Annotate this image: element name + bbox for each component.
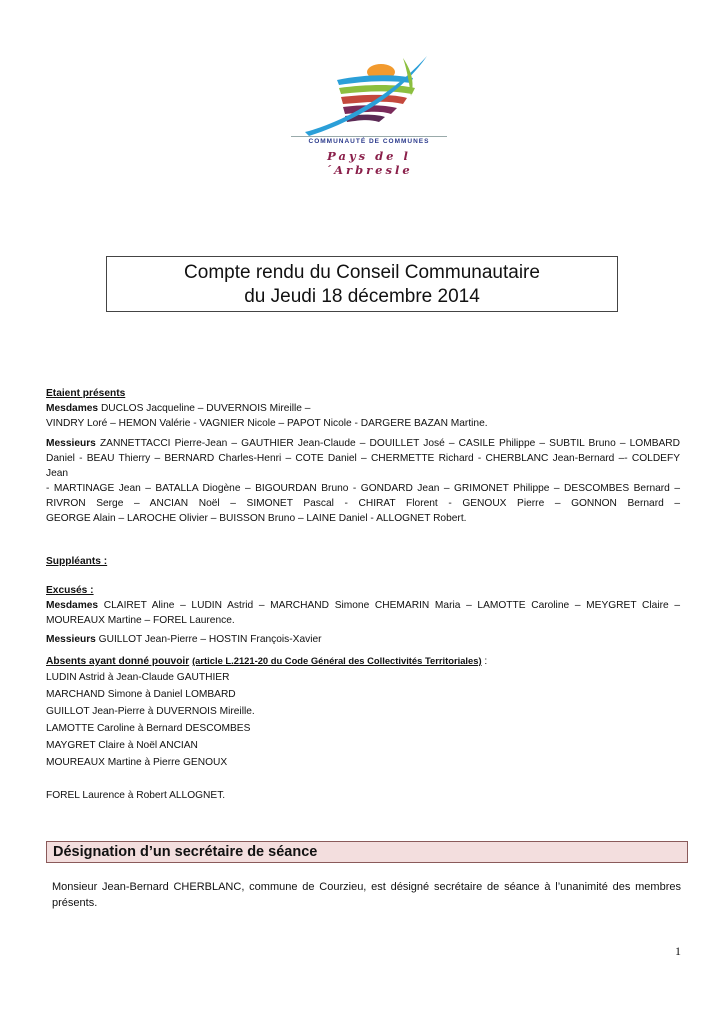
excuses-mesdames-names: CLAIRET Aline – LUDIN Astrid – MARCHAND Simone CHEMARIN Maria – LAMOTTE Caroline – MEYGRET Claire – xyxy=(98,600,680,611)
proxy-item: MOUREAUX Martine à Pierre GENOUX xyxy=(46,757,228,768)
pouvoirs-heading-ref: (article L.2121-20 du Code Général des Collectivités Territoriales) xyxy=(192,655,482,666)
document-title-line2: du Jeudi 18 décembre 2014 xyxy=(244,286,480,307)
proxy-item: LUDIN Astrid à Jean-Claude GAUTHIER xyxy=(46,672,230,683)
designation-heading-box xyxy=(46,841,688,863)
presents-messieurs-line2: Daniel - BEAU Thierry – BERNARD Charles-Henri – COTE Daniel – CHERMETTE Richard - CHERBLANC Jean-Bernard –- COLDEFY Jean xyxy=(46,453,680,479)
pouvoirs-heading xyxy=(46,653,680,669)
pays-arbresle-logo xyxy=(285,52,453,177)
logo-subtitle: COMMUNAUTÉ DE COMMUNES xyxy=(308,138,430,145)
designation-heading: Désignation d’un secrétaire de séance xyxy=(53,844,318,860)
suppleants-heading: Suppléants : xyxy=(46,556,108,567)
document-title-box xyxy=(106,256,618,312)
presents-mesdames-line2: VINDRY Loré – HEMON Valérie - VAGNIER Nicole – PAPOT Nicole - DARGERE BAZAN Martine. xyxy=(46,418,488,429)
mesdames-names: DUCLOS Jacqueline – DUVERNOIS Mireille – xyxy=(98,403,311,414)
attendance-section xyxy=(46,386,680,804)
presents-messieurs-line3: - MARTINAGE Jean – BATALLA Diogène – BIGOURDAN Bruno - GONDARD Jean – GRIMONET Philippe – DESCOMBES Bernard – xyxy=(46,483,680,494)
logo-name: Pays de l´Arbresle xyxy=(325,149,413,177)
logo-emblem xyxy=(285,52,453,136)
proxy-item: MARCHAND Simone à Daniel LOMBARD xyxy=(46,689,236,700)
document-title-line1: Compte rendu du Conseil Communautaire xyxy=(184,262,540,283)
excuses-heading: Excusés : xyxy=(46,585,94,596)
excuses-mesdames-label: Mesdames xyxy=(46,600,99,611)
presents-heading: Etaient présents xyxy=(46,388,126,399)
messieurs-label: Messieurs xyxy=(46,438,96,449)
proxy-item: MAYGRET Claire à Noël ANCIAN xyxy=(46,740,198,751)
proxy-item: FOREL Laurence à Robert ALLOGNET. xyxy=(46,790,226,801)
presents-messieurs-line4: RIVRON Serge – ANCIAN Noël – SIMONET Pascal - CHIRAT Florent - GENOUX Pierre – GONNON Bernard – xyxy=(46,498,680,509)
excuses-messieurs-line xyxy=(46,632,680,647)
excuses-messieurs-names: GUILLOT Jean-Pierre – HOSTIN François-Xavier xyxy=(95,634,322,645)
excuses-mesdames-line1 xyxy=(46,598,680,613)
designation-text: Monsieur Jean-Bernard CHERBLANC, commune de Courzieu, est désigné secrétaire de séance à l’unanimité des membres présents. xyxy=(52,881,681,909)
proxy-item: LAMOTTE Caroline à Bernard DESCOMBES xyxy=(46,723,251,734)
pouvoirs-heading-end: : xyxy=(481,656,488,667)
excuses-messieurs-label: Messieurs xyxy=(46,634,96,645)
logo-rule xyxy=(291,136,447,137)
proxy-item: GUILLOT Jean-Pierre à DUVERNOIS Mireille. xyxy=(46,706,255,717)
pouvoirs-heading-main: Absents ayant donné pouvoir xyxy=(46,656,190,667)
presents-mesdames-line1 xyxy=(46,401,680,416)
page-number: 1 xyxy=(675,944,681,958)
presents-messieurs-line1 xyxy=(46,436,680,451)
presents-messieurs-line5: GEORGE Alain – LAROCHE Olivier – BUISSON Bruno – LAINE Daniel - ALLOGNET Robert. xyxy=(46,513,467,524)
messieurs-names: ZANNETTACCI Pierre-Jean – GAUTHIER Jean-Claude – DOUILLET José – CASILE Philippe – SUBTIL Bruno – LOMBARD xyxy=(95,438,680,449)
excuses-mesdames-line2: MOUREAUX Martine – FOREL Laurence. xyxy=(46,615,235,626)
mesdames-label: Mesdames xyxy=(46,403,99,414)
